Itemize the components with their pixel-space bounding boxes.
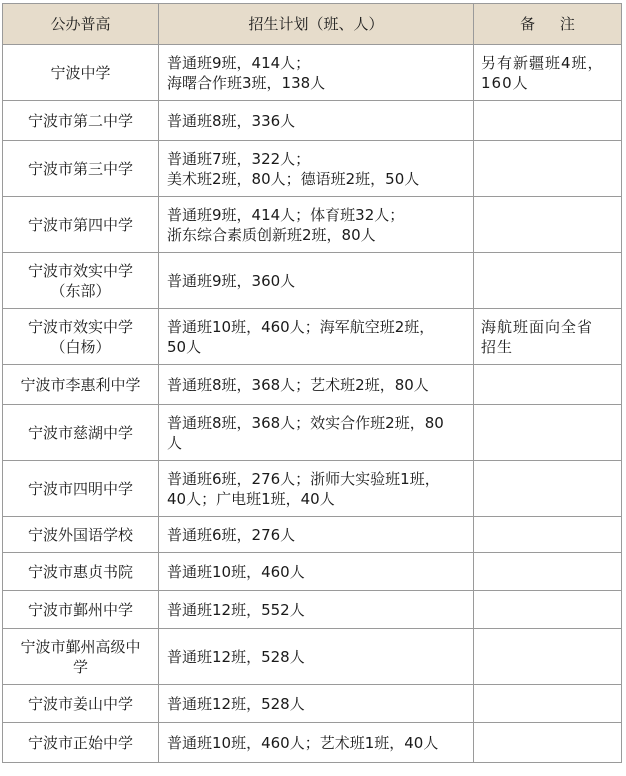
- enrollment-plan-cell-line: 普通班10班，460人；海军航空班2班，: [167, 317, 435, 336]
- enrollment-plan-cell: [159, 685, 474, 723]
- remarks-cell: [474, 517, 622, 553]
- enrollment-plan-cell-line: 海曙合作班3班，138人: [167, 73, 326, 92]
- remarks-cell: [474, 197, 622, 253]
- enrollment-plan-cell-line: 普通班6班，276人；浙师大实验班1班，: [167, 469, 440, 488]
- school-name-cell-line: （白杨）: [50, 337, 111, 356]
- table-row: [3, 253, 622, 309]
- table-row: [3, 553, 622, 591]
- enrollment-plan-cell: [159, 45, 474, 101]
- enrollment-plan-cell-line: 普通班8班，336人: [167, 111, 296, 130]
- enrollment-plan-cell: [159, 101, 474, 141]
- enrollment-plan-cell: [159, 591, 474, 629]
- school-name-cell-line: 宁波市鄞州高级中: [20, 637, 141, 656]
- school-name-cell-line: （东部）: [50, 281, 111, 300]
- enrollment-plan-cell-line: 普通班8班，368人；效实合作班2班，80: [167, 413, 444, 432]
- school-name-cell: [3, 101, 159, 141]
- school-name-cell-line: 宁波市第三中学: [27, 159, 133, 178]
- column-header-note: 备 注: [474, 4, 622, 45]
- school-name-cell: [3, 517, 159, 553]
- school-name-cell: [3, 45, 159, 101]
- table-row: [3, 461, 622, 517]
- school-name-cell-line: 宁波市效实中学: [27, 317, 133, 336]
- enrollment-plan-cell: [159, 405, 474, 461]
- school-name-cell-line: 宁波市第四中学: [27, 215, 133, 234]
- enrollment-plan-cell-line: 普通班6班，276人: [167, 525, 296, 544]
- table-row: [3, 141, 622, 197]
- enrollment-plan-cell: [159, 517, 474, 553]
- enrollment-plan-cell-line: 普通班10班，460人: [167, 562, 305, 581]
- enrollment-plan-cell-line: 普通班9班，414人；: [167, 53, 311, 72]
- enrollment-plan-cell: [159, 461, 474, 517]
- enrollment-plan-cell: [159, 253, 474, 309]
- table-row: [3, 629, 622, 685]
- enrollment-plan-cell-line: 普通班12班，552人: [167, 600, 305, 619]
- remarks-cell: [474, 141, 622, 197]
- school-name-cell-line: 宁波市鄞州中学: [27, 600, 133, 619]
- remarks-cell-line: 海航班面向全省: [481, 317, 594, 336]
- school-name-cell: [3, 309, 159, 365]
- enrollment-plan-cell-line: 普通班7班，322人；: [167, 149, 311, 168]
- enrollment-plan-cell-line: 人: [167, 433, 183, 452]
- enrollment-plan-table-container: [2, 3, 621, 763]
- enrollment-plan-table: [2, 3, 622, 763]
- enrollment-plan-cell: [159, 141, 474, 197]
- school-name-cell-line: 宁波市惠贞书院: [27, 562, 133, 581]
- enrollment-plan-cell: [159, 365, 474, 405]
- school-name-cell: [3, 365, 159, 405]
- enrollment-plan-cell: [159, 553, 474, 591]
- column-header-plan: 招生计划（班、人）: [159, 4, 474, 45]
- table-row: [3, 405, 622, 461]
- school-name-cell-line: 宁波中学: [50, 63, 111, 82]
- table-row: [3, 45, 622, 101]
- enrollment-plan-cell-line: 普通班9班，360人: [167, 271, 296, 290]
- remarks-cell: [474, 365, 622, 405]
- table-row: [3, 309, 622, 365]
- school-name-cell: [3, 197, 159, 253]
- enrollment-plan-cell-line: 美术班2班，80人；德语班2班，50人: [167, 169, 420, 188]
- school-name-cell-line: 宁波市慈湖中学: [27, 423, 133, 442]
- remarks-cell-line: 另有新疆班4班，: [481, 53, 604, 72]
- school-name-cell-line: 宁波市四明中学: [27, 479, 133, 498]
- remarks-cell: [474, 685, 622, 723]
- table-header-row: [3, 4, 622, 45]
- school-name-cell-line: 学: [72, 657, 88, 676]
- enrollment-plan-cell: [159, 723, 474, 763]
- table-row: [3, 101, 622, 141]
- remarks-cell: [474, 309, 622, 365]
- enrollment-plan-cell-line: 40人；广电班1班，40人: [167, 489, 335, 508]
- school-name-cell-line: 宁波市李惠利中学: [20, 375, 141, 394]
- table-row: [3, 517, 622, 553]
- remarks-cell: [474, 723, 622, 763]
- school-name-cell: [3, 461, 159, 517]
- enrollment-plan-cell-line: 普通班9班，414人；体育班32人；: [167, 205, 405, 224]
- enrollment-plan-cell-line: 50人: [167, 337, 202, 356]
- school-name-cell-line: 宁波外国语学校: [27, 525, 133, 544]
- enrollment-plan-cell-line: 普通班10班，460人；艺术班1班，40人: [167, 733, 439, 752]
- school-name-cell: [3, 405, 159, 461]
- remarks-cell: [474, 253, 622, 309]
- remarks-cell: [474, 591, 622, 629]
- column-header-school: 公办普高: [3, 4, 159, 45]
- table-row: [3, 365, 622, 405]
- enrollment-plan-cell-line: 浙东综合素质创新班2班，80人: [167, 225, 376, 244]
- school-name-cell: [3, 141, 159, 197]
- table-row: [3, 723, 622, 763]
- school-name-cell-line: 宁波市姜山中学: [27, 694, 133, 713]
- table-row: [3, 591, 622, 629]
- school-name-cell: [3, 723, 159, 763]
- table-row: [3, 197, 622, 253]
- enrollment-plan-cell-line: 普通班12班，528人: [167, 647, 305, 666]
- remarks-cell: [474, 45, 622, 101]
- remarks-cell-line: 招生: [481, 337, 514, 356]
- remarks-cell-line: 160人: [481, 73, 529, 92]
- school-name-cell-line: 宁波市正始中学: [27, 733, 133, 752]
- school-name-cell: [3, 553, 159, 591]
- remarks-cell: [474, 405, 622, 461]
- school-name-cell: [3, 253, 159, 309]
- school-name-cell: [3, 629, 159, 685]
- school-name-cell-line: 宁波市效实中学: [27, 261, 133, 280]
- remarks-cell: [474, 553, 622, 591]
- enrollment-plan-cell: [159, 629, 474, 685]
- school-name-cell-line: 宁波市第二中学: [27, 111, 133, 130]
- remarks-cell: [474, 101, 622, 141]
- table-body: [3, 45, 622, 763]
- enrollment-plan-cell-line: 普通班8班，368人；艺术班2班，80人: [167, 375, 429, 394]
- school-name-cell: [3, 685, 159, 723]
- remarks-cell: [474, 461, 622, 517]
- enrollment-plan-cell: [159, 197, 474, 253]
- enrollment-plan-cell: [159, 309, 474, 365]
- school-name-cell: [3, 591, 159, 629]
- table-row: [3, 685, 622, 723]
- enrollment-plan-cell-line: 普通班12班，528人: [167, 694, 305, 713]
- remarks-cell: [474, 629, 622, 685]
